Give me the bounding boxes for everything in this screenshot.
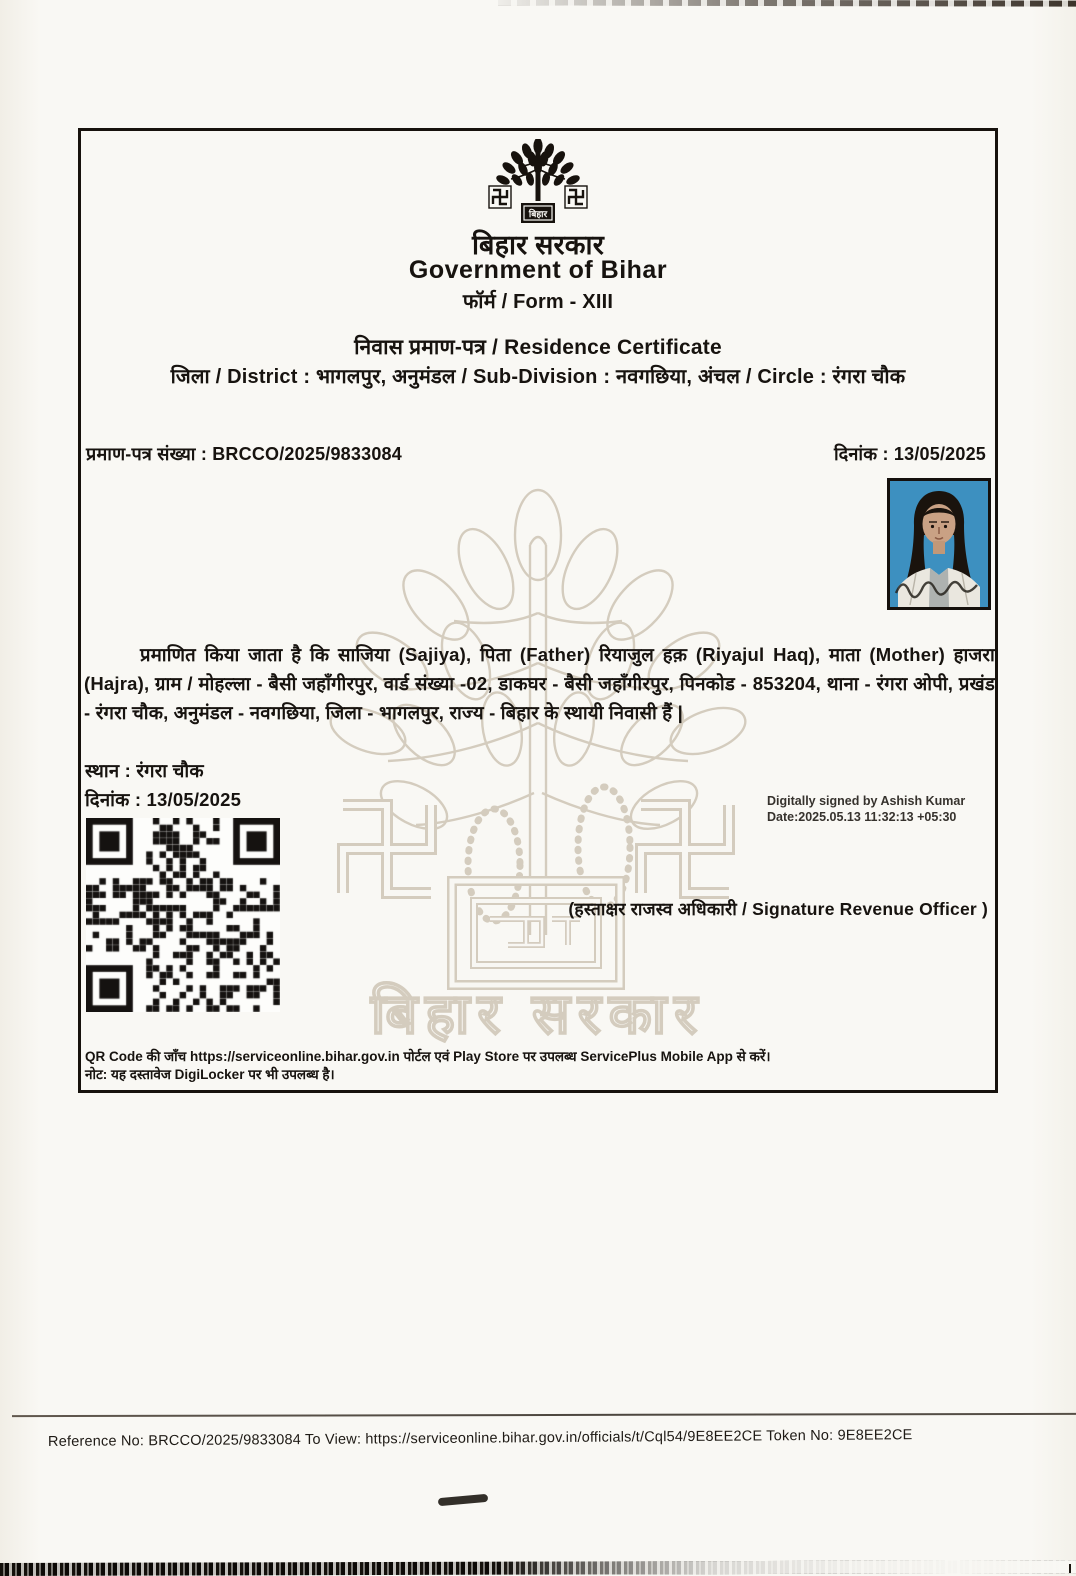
digital-signature-block — [767, 793, 997, 825]
scan-artifact-bottom-tick — [1069, 1564, 1071, 1573]
digital-signature-line1: Digitally signed by Ashish Kumar — [767, 794, 966, 808]
form-number-line: फॉर्म / Form - XIII — [462, 291, 614, 313]
date-line-bottom: दिनांक : 13/05/2025 — [85, 789, 242, 810]
district-subdivision-circle-line: जिला / District : भागलपुर, अनुमंडल / Sub-Division : नवगछिया, अंचल / Circle : रंगरा चौक — [170, 366, 906, 388]
qr-code — [86, 818, 280, 1012]
emblem-caption: बिहार सरकार — [472, 230, 604, 260]
emblem-pedestal-text: बिहार — [528, 209, 548, 219]
certificate-border-box — [78, 128, 998, 1093]
footer-reference-line: Reference No: BRCCO/2025/9833084 To View: https://serviceonline.bihar.gov.in/officials/t/Cql54/9E8EE2CE Token No: 9E8EE2CE — [47, 1427, 913, 1450]
certificate-number-row — [86, 442, 986, 466]
qr-note-line1: QR Code की जाँच https://serviceonline.bihar.gov.in पोर्टल एवं Play Store पर उपलब्ध ServicePlus Mobile App से करें। — [85, 1049, 771, 1064]
certificate-number: प्रमाण-पत्र संख्या : BRCCO/2025/9833084 — [86, 444, 402, 464]
government-title: Government of Bihar — [408, 256, 668, 284]
qr-note-line2: नोट: यह दस्तावेज DigiLocker पर भी उपलब्ध है। — [85, 1066, 335, 1082]
footer-separator-line — [12, 1413, 1076, 1417]
digital-signature-line2: Date:2025.05.13 11:32:13 +05:30 — [767, 810, 957, 824]
issue-date: दिनांक : 13/05/2025 — [834, 444, 986, 464]
document-title: निवास प्रमाण-पत्र / Residence Certificate — [354, 336, 722, 359]
place-line: स्थान : रंगरा चौक — [85, 760, 204, 781]
certificate-body-text: प्रमाणित किया जाता है कि साजिया (Sajiya), पिता (Father) रियाजुल हक़ (Riyajul Haq), माता (Mother) हाजरा (Hajra), ग्राम / मोहल्ला - बैसी जहाँगीरपुर, वार्ड संख्या -02, डाकघर - बैसी जहाँगीरपुर, पिनकोड - 853204, थाना - रंगरा ओपी, प्रखंड - रंगरा चौक, अनुमंडल - नवगछिया, जिला - भागलपुर, राज्य - बिहार के स्थायी निवासी हैं | — [84, 644, 995, 723]
bihar-state-emblem-icon — [479, 139, 597, 238]
applicant-photo — [887, 478, 991, 610]
qr-note-block — [85, 1048, 771, 1083]
scan-artifact-top-edge — [498, 0, 1076, 7]
signature-revenue-officer-caption: (हस्ताक्षर राजस्व अधिकारी / Signature Revenue Officer ) — [568, 899, 988, 919]
scan-artifact-bottom-band — [0, 1560, 1076, 1576]
watermark-text: बिहार सरकार — [370, 982, 706, 1045]
scan-smudge — [438, 1494, 489, 1506]
bihar-watermark-icon — [316, 473, 763, 1051]
